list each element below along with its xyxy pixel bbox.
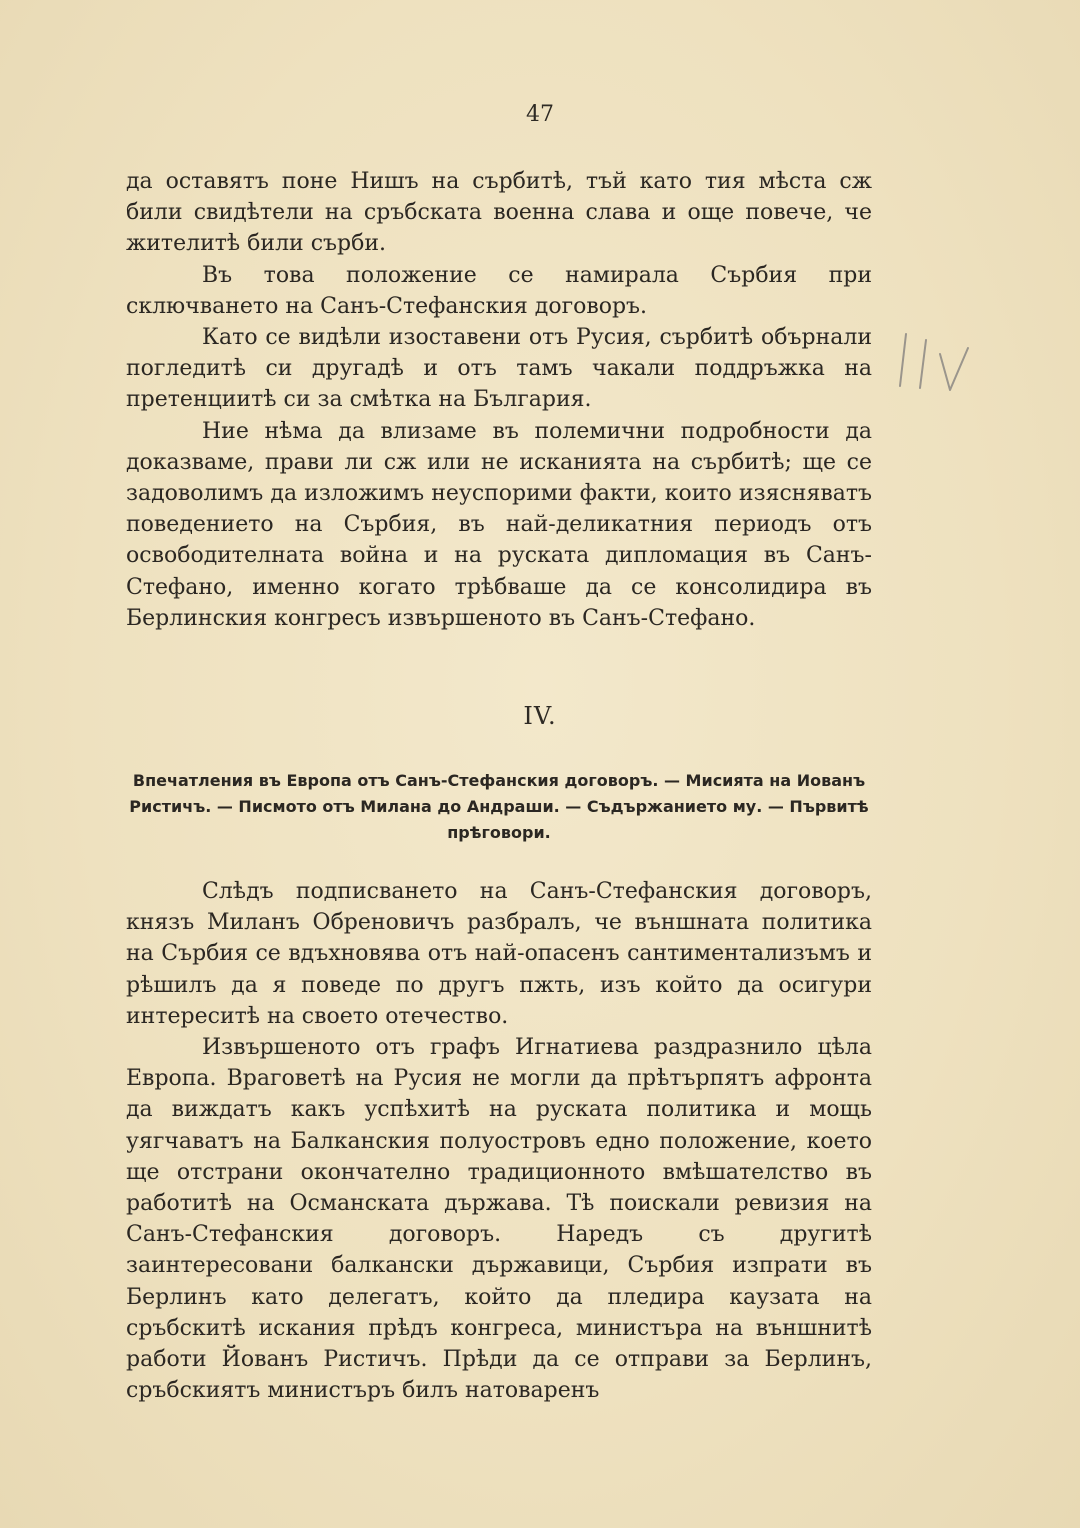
paragraph: Като се видѣли изоставени отъ Русия, сърбитѣ обърнали погледитѣ си другадѣ и отъ тамъ чакали поддръжка на претенциитѣ си за смѣтка на България.	[126, 325, 872, 413]
pencil-margin-mark-icon	[896, 326, 986, 396]
paragraph: Ние нѣма да влизаме въ полемични подробности да доказваме, прави ли сж или не исканията на сърбитѣ; ще се задоволимъ да изложимъ неуспорими факти, които изясняватъ поведението на Сърбия, въ най-деликатния периодъ отъ освободителната война и на руската дипломация въ Санъ-Стефано, именно когато трѣбваше да се консолидира въ Берлинския конгресъ извършеното въ Санъ-Стефано.	[126, 418, 872, 631]
bottom-text-block	[126, 876, 872, 1406]
paragraph: Извършеното отъ графъ Игнатиева раздразнило цѣла Европа. Враговетѣ на Русия не могли да прѣтърпятъ афронта да виждатъ какъ успѣхитѣ на руската политика и мощь уягчаватъ на Балканския полуостровъ едно положение, което ще отстрани окончателно традиционното вмѣшателство въ работитѣ на Османската държава. Тѣ поискали ревизия на Санъ-Стефанския договоръ. Наредъ съ другитѣ заинтересовани балкански държавици, Сърбия изпрати въ Берлинъ като делегатъ, който да пледира каузата на сръбскитѣ искания прѣдъ конгреса, министъра на външнитѣ работи Йованъ Ристичъ. Прѣди да се отправи за Берлинъ, сръбскиятъ министъръ билъ натоваренъ	[126, 1035, 872, 1404]
top-text-block	[126, 166, 872, 634]
section-numeral: IV.	[523, 702, 557, 730]
page-number: 47	[526, 102, 554, 127]
paragraph: да оставятъ поне Нишъ на сърбитѣ, тъй като тия мѣста сж били свидѣтели на сръбската военна слава и още повече, че жителитѣ били сърби.	[126, 169, 872, 257]
paragraph: Слѣдъ подписването на Санъ-Стефанския договоръ, князъ Миланъ Обреновичъ разбралъ, че външната политика на Сърбия се вдъхновява отъ най-опасенъ сантиментализъмъ и рѣшилъ да я поведе по другъ пжть, изъ който да осигури интереситѣ на своето отечество.	[126, 879, 872, 1029]
paragraph: Въ това положение се намирала Сърбия при сключването на Санъ-Стефанския договоръ.	[126, 262, 872, 319]
section-summary: Впечатления въ Европа отъ Санъ-Стефанския договоръ. — Мисията на Иованъ Ристичъ. — Писмото отъ Милана до Андраши. — Съдържанието му. — Първитѣ прѣговори.	[129, 771, 869, 842]
